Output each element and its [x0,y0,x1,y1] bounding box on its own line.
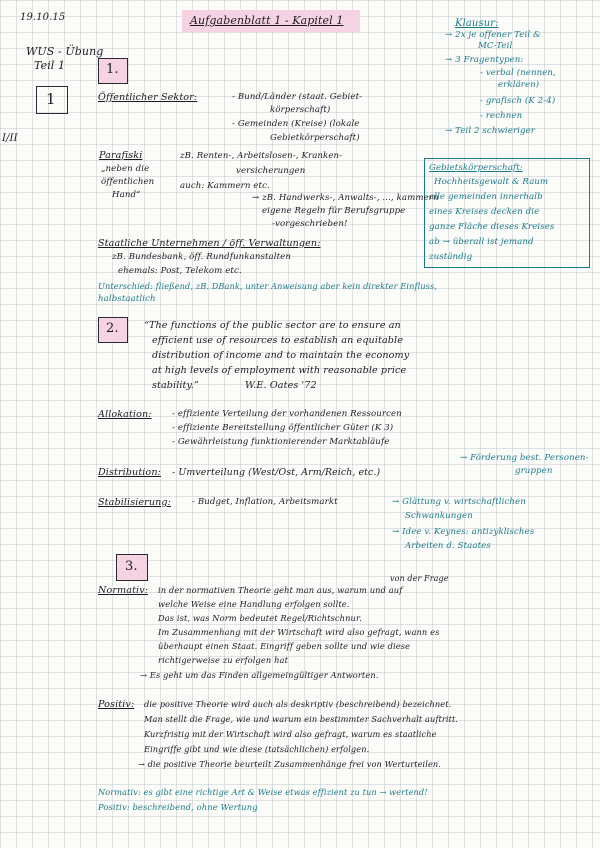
distribution-note: → Förderung best. Personen- [460,453,589,463]
normativ-line: welche Weise eine Handlung erfolgen sollte. [158,599,350,609]
margin-mark: I/II [2,133,18,144]
normativ-line: in der normativen Theorie geht man aus, warum und auf [158,585,403,595]
oeffentlich-line: körperschaft) [270,105,331,115]
note-line: ganze Fläche dieses Kreises [429,222,555,232]
staatliche-label: Staatliche Unternehmen / öff. Verwaltungen: [98,238,321,249]
summary-normativ: Normativ: es gibt eine richtige Art & Weise etwas effizient zu tun → wertend! [98,787,428,797]
klausur-line: erklären) [498,80,540,90]
summary-positiv: Positiv: beschreibend, ohne Wertung [98,802,258,812]
parafiski-line: zB. Renten-, Arbeitslosen-, Kranken- [180,151,343,161]
note-line: ab → überall ist jemand [429,237,534,247]
normativ-label: Normativ: [98,585,149,596]
stabilisierung-text: - Budget, Inflation, Arbeitsmarkt [192,497,338,507]
klausur-line: - verbal (nennen, [480,68,556,78]
klausur-line: → 2x je offener Teil & [445,30,541,40]
allokation-line: - effiziente Bereitstellung öffentlicher Güter (K 3) [172,423,394,433]
parafiski-line: versicherungen [236,166,306,176]
staatliche-line: zB. Bundesbank, öff. Rundfunkanstalten [112,252,291,262]
klausur-line: - grafisch (K 2-4) [480,96,556,106]
positiv-conclusion: → die positive Theorie beurteilt Zusammenhänge frei von Werturteilen. [138,759,441,769]
stabilisierung-note: Schwankungen [405,511,473,521]
allokation-label: Allokation: [98,409,152,420]
parafiski-note: öffentlichen [101,177,155,187]
note-line: Hochheitsgewalt & Raum [434,177,549,187]
unterschied-line: Unterschied: fließend, zB. DBank, unter Anweisung aber kein direkter Einfluss, [98,281,437,291]
allokation-line: - effiziente Verteilung der vorhandenen Ressourcen [172,409,402,419]
stabilisierung-note: Arbeiten d. Staates [405,541,491,551]
staatliche-line: ehemals: Post, Telekom etc. [118,266,242,276]
unterschied-line: halbstaatlich [98,294,156,304]
normativ-conclusion: → Es geht um das Finden allgemeingültiger Antworten. [140,670,379,680]
page-title: Aufgabenblatt 1 - Kapitel 1 [190,14,344,27]
normativ-line: richtigerweise zu erfolgen hat [158,655,289,665]
parafiski-label: Parafiski [99,150,143,161]
allokation-line: - Gewährleistung funktionierender Marktabläufe [172,437,390,447]
course-line-1: WUS - Übung [26,45,104,58]
parafiski-note: „neben die [101,164,150,174]
stabilisierung-label: Stabilisierung: [98,497,171,508]
kammer-line: → zB. Handwerks-, Anwalts-, ..., kammern [252,193,439,203]
klausur-line: → 3 Fragentypen: [445,55,524,65]
distribution-label: Distribution: [98,467,161,478]
normativ-line: Im Zusammenhang mit der Wirtschaft wird also gefragt, wann es [158,627,440,637]
oeffentlich-line: - Gemeinden (Kreise) (lokale [232,119,360,129]
quote-line: distribution of income and to maintain the economy [152,350,410,361]
note-title: Gebietskörperschaft: [429,163,523,173]
oeffentlich-label: Öffentlicher Sektor: [98,92,198,103]
course-line-2: Teil 1 [34,59,66,72]
klausur-line: MC-Teil [478,41,513,51]
normativ-line: Das ist, was Norm bedeutet Regel/Richtschnur. [158,613,362,623]
quote-line: at high levels of employment with reasonable price [152,365,407,376]
normativ-line: überhaupt einen Staat. Eingriff geben sollte und wie diese [158,641,411,651]
positiv-line: Man stellt die Frage, wie und warum ein bestimmter Sachverhalt auftritt. [144,714,459,724]
stabilisierung-note: → Idee v. Keynes: antizyklisches [392,527,535,537]
part-number: 1 [46,90,56,108]
quote-author: W.E. Oates '72 [245,380,317,391]
section-3-number: 3. [125,559,138,574]
kammer-line: -vorgeschrieben! [272,219,348,229]
positiv-line: die positive Theorie wird auch als deskriptiv (beschreibend) bezeichnet. [144,699,452,709]
section-2-number: 2. [106,321,119,336]
klausur-title: Klausur: [455,18,499,29]
distribution-text: - Umverteilung (West/Ost, Arm/Reich, etc.) [172,467,381,478]
note-line: alle gemeinden innerhalb [429,192,543,202]
kammer-line: eigene Regeln für Berufsgruppe [262,206,406,216]
oeffentlich-line: - Bund/Länder (staat. Gebiet- [232,92,363,102]
parafiski-line: auch: Kammern etc. [180,181,270,191]
oeffentlich-line: Gebietkörperschaft) [270,133,360,143]
distribution-note: gruppen [515,466,553,476]
section-1-number: 1. [106,62,119,77]
quote-line: stability.” [152,380,199,391]
note-line: zuständig [429,252,473,262]
parafiski-note: Hand“ [112,190,141,200]
quote-line: “The functions of the public sector are to ensure an [144,320,401,331]
note-line: eines Kreises decken die [429,207,540,217]
positiv-line: Kurzfristig mit der Wirtschaft wird also gefragt, warum es staatliche [144,729,437,739]
stabilisierung-note: → Glättung v. wirtschaftlichen [392,497,526,507]
positiv-label: Positiv: [98,699,135,710]
positiv-line: Eingriffe gibt und wie diese (tatsächlichen) erfolgen. [144,744,370,754]
quote-line: efficient use of resources to establish an equitable [152,335,403,346]
klausur-line: → Teil 2 schwieriger [445,126,536,136]
date: 19.10.15 [20,12,66,23]
insert-von-der-frage: von der Frage [390,574,449,583]
klausur-line: - rechnen [480,111,523,121]
